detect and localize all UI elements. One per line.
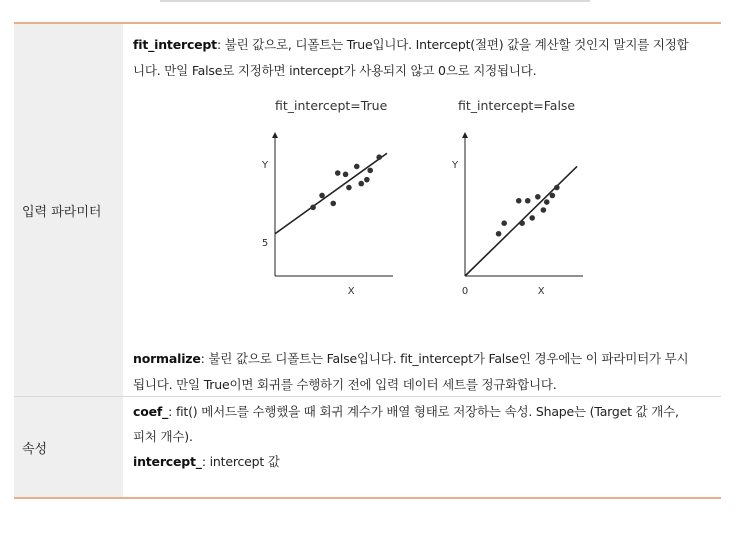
data-point-11 — [376, 154, 382, 160]
regression-line — [275, 153, 387, 234]
attr-name-coef: coef_ — [133, 404, 169, 419]
y-intercept-label: 5 — [261, 237, 269, 249]
x-axis-label: X — [347, 286, 355, 297]
data-point-10 — [367, 168, 373, 174]
row-body-input-params — [123, 24, 721, 396]
data-point-7 — [354, 164, 360, 170]
data-point-3 — [516, 198, 522, 204]
data-point-4 — [335, 170, 341, 176]
row-body-attributes — [123, 397, 721, 497]
x-axis-label: X — [537, 286, 545, 297]
y-axis-arrow — [462, 132, 468, 138]
scatter-plot-fit-intercept-false — [423, 124, 583, 314]
data-point-5 — [343, 172, 349, 178]
table-row-input-params — [14, 24, 721, 396]
top-divider — [160, 0, 590, 2]
data-point-8 — [358, 181, 364, 187]
row-label-attributes: 속성 — [14, 397, 123, 497]
figures — [133, 98, 713, 338]
origin-label: 0 — [461, 286, 469, 297]
y-axis-label: Y — [451, 159, 459, 171]
data-point-8 — [541, 207, 547, 213]
data-point-10 — [550, 193, 556, 199]
attr-name-intercept: intercept_ — [133, 454, 202, 469]
data-point-6 — [346, 185, 352, 191]
data-point-3 — [330, 201, 336, 207]
data-point-1 — [310, 205, 316, 211]
table-row-attributes — [14, 396, 721, 497]
fit-intercept-description: fit_intercept: 불린 값으로, 디폴트는 True입니다. Intercept(절편) 값을 계산할 것인지 말지를 지정합 니다. 만일 False로 지정하면 intercept가 사용되지 않고 0으로 지정됩니다. — [133, 37, 689, 78]
y-axis-label: Y — [261, 159, 269, 171]
scatter-plot-fit-intercept-true — [233, 124, 393, 314]
parameter-table — [14, 22, 721, 499]
chart-title-false: fit_intercept=False — [458, 98, 576, 113]
data-point-2 — [319, 193, 325, 199]
intercept-description: intercept_: intercept 값 — [133, 454, 280, 469]
y-axis-arrow — [272, 132, 278, 138]
data-point-9 — [364, 177, 370, 183]
chart-title-true: fit_intercept=True — [275, 98, 388, 113]
param-name-fit-intercept: fit_intercept — [133, 37, 217, 52]
coef-description: coef_: fit() 메서드를 수행했을 때 회귀 계수가 배열 형태로 저장하는 속성. Shape는 (Target 값 개수, 피처 개수). — [133, 404, 679, 444]
row-label-input-params: 입력 파라미터 — [14, 24, 123, 396]
data-point-11 — [554, 185, 560, 191]
data-point-9 — [544, 199, 550, 205]
data-point-7 — [535, 194, 541, 200]
normalize-description: normalize: 불린 값으로 디폴트는 False입니다. fit_intercept가 False인 경우에는 이 파라미터가 무시 됩니다. 만일 True이면 회귀를 수행하기 전에 입력 데이터 세트를 정규화합니다. — [133, 351, 689, 392]
data-point-2 — [501, 220, 507, 226]
param-name-normalize: normalize — [133, 351, 201, 366]
data-point-6 — [529, 215, 535, 221]
data-point-1 — [496, 231, 502, 237]
data-point-5 — [525, 198, 531, 204]
data-point-4 — [519, 220, 525, 226]
